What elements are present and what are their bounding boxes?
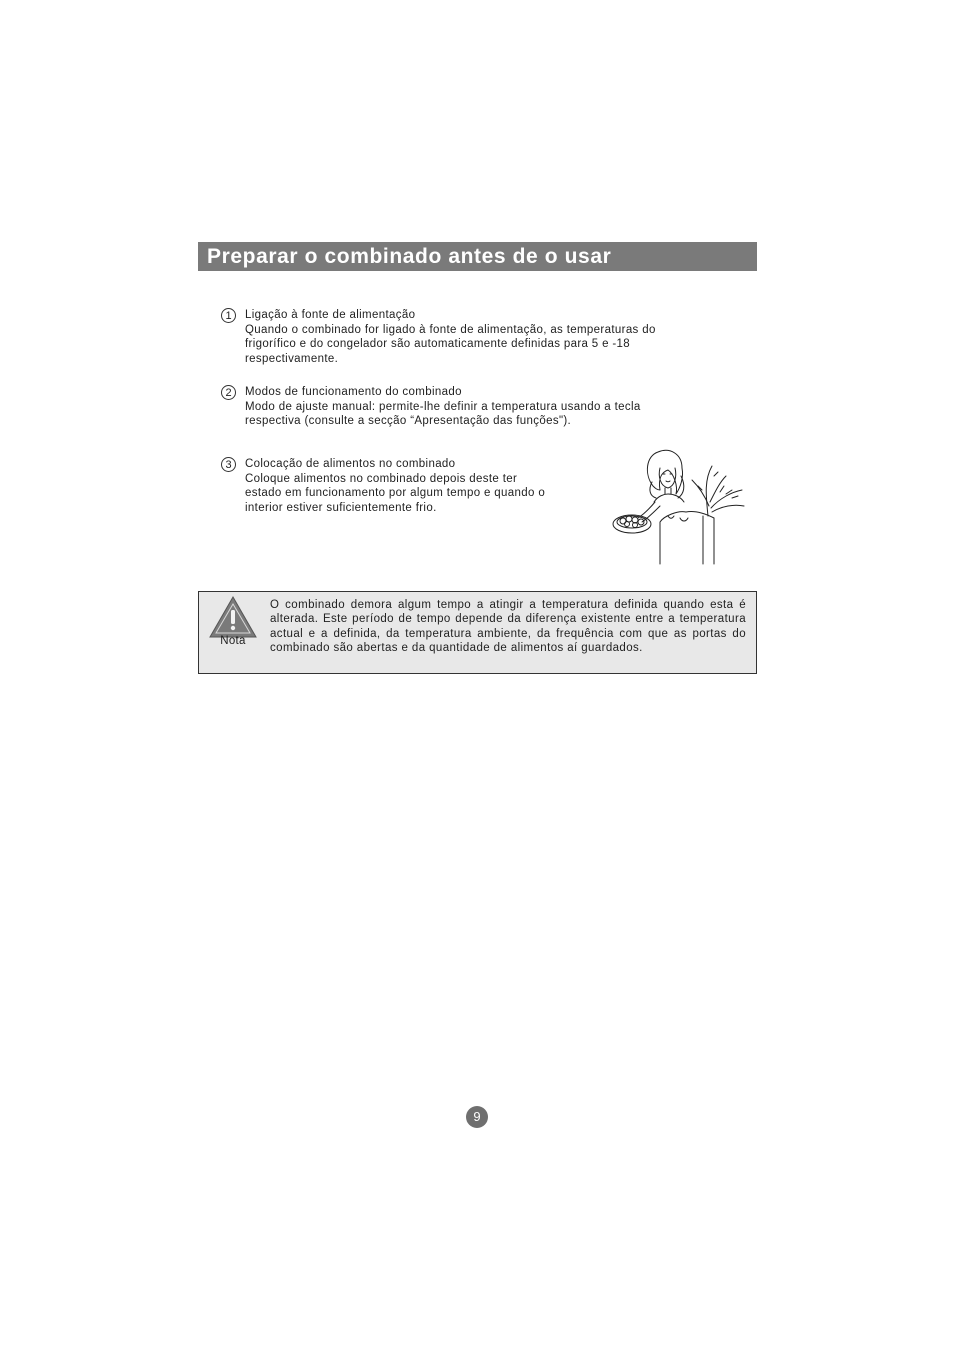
woman-with-food-tray-illustration [608,446,748,566]
section-header [198,242,757,271]
step-body [245,308,656,366]
page-number-badge: 9 [466,1106,488,1128]
step-title: Modos de funcionamento do combinado [245,386,462,398]
step-number-badge: 3 [221,457,236,472]
note-text: O combinado demora algum tempo a atingir a temperatura definida quando esta é alterada. Este período de tempo depende da diferença existente entre a temperatura actual e a definida, da temperatura ambiente, da frequência com que as portas do combinado são abertas e da quantidade de alimentos aí guardados. [270,599,746,654]
step-number-badge: 2 [221,385,236,400]
step-body [245,385,641,429]
step-body [245,457,545,515]
step-number-badge: 1 [221,308,236,323]
step-text: Modo de ajuste manual: permite-lhe definir a temperatura usando a tecla respectiva (consulte a secção “Apresentação das funções"). [245,400,641,428]
step-title: Ligação à fonte de alimentação [245,309,416,321]
step-title: Colocação de alimentos no combinado [245,458,456,470]
note-box [198,591,757,674]
page-title: Preparar o combinado antes de o usar [207,245,612,268]
note-label: Nota [220,635,246,647]
warning-triangle-icon [208,595,258,639]
step-text: Coloque alimentos no combinado depois deste ter estado em funcionamento por algum tempo e quando o interior estiver suficientemente frio. [245,472,546,514]
step-text: Quando o combinado for ligado à fonte de alimentação, as temperaturas do frigorífico e do congelador são automaticamente definidas para 5 e -18 respectivamente. [245,323,656,365]
